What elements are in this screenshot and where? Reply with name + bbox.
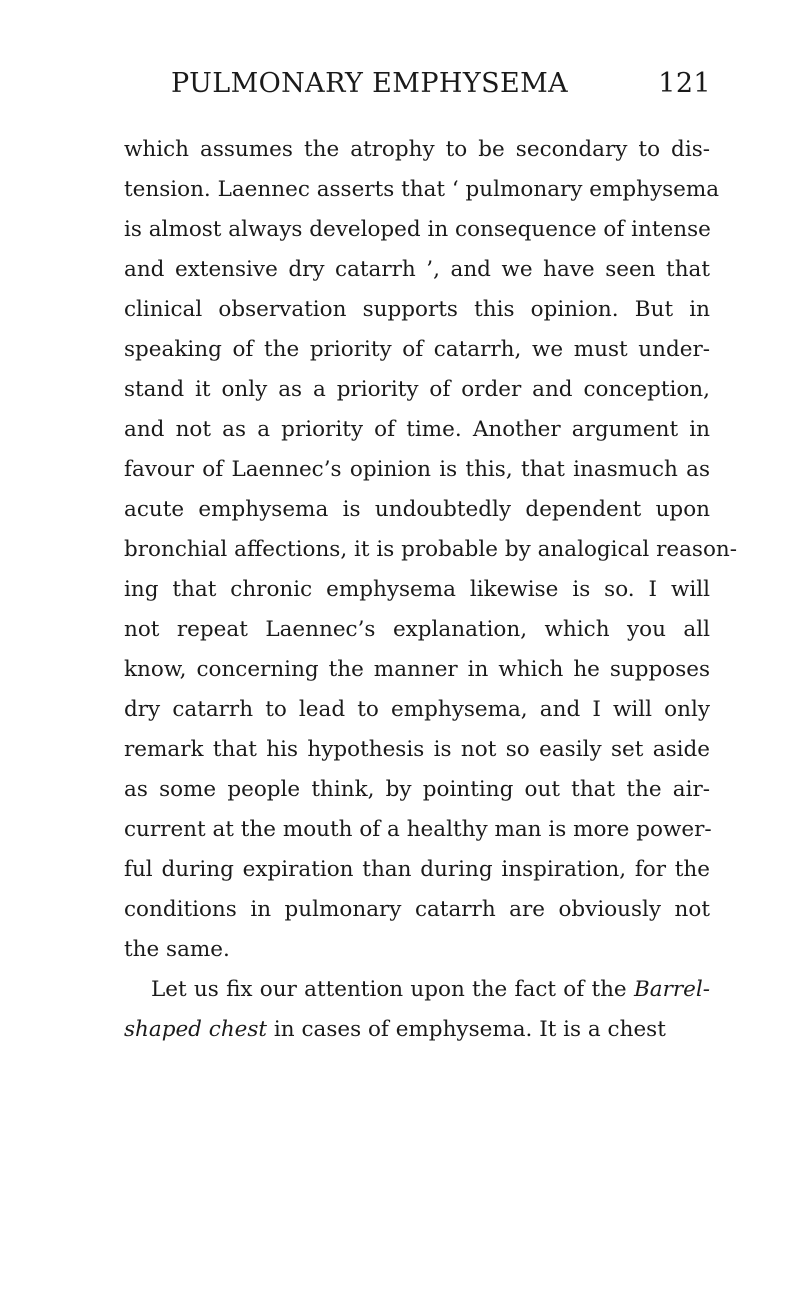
italic-term: Barrel-: [633, 977, 710, 1002]
text-line: and not as a priority of time. Another argument in: [124, 417, 710, 442]
text-line: which assumes the atrophy to be secondary to dis-: [124, 137, 710, 162]
text-run: in cases of emphysema. It is a chest: [273, 1017, 666, 1042]
text-line: clinical observation supports this opinion. But in: [124, 297, 710, 322]
text-line: stand it only as a priority of order and conception,: [124, 377, 710, 402]
text-line: current at the mouth of a healthy man is more power-: [124, 817, 712, 842]
text-line: ful during expiration than during inspiration, for the: [124, 857, 710, 882]
text-line: bronchial affections, it is probable by analogical reason-: [124, 537, 738, 562]
text-line: not repeat Laennec’s explanation, which you all: [124, 617, 710, 642]
paragraph-2-line-1: [124, 970, 710, 1010]
text-line: tension. Laennec asserts that ‘ pulmonary emphysema: [124, 177, 720, 202]
text-line: favour of Laennec’s opinion is this, that inasmuch as: [124, 457, 710, 482]
text-line: the same.: [124, 937, 230, 962]
text-line: speaking of the priority of catarrh, we must under-: [124, 337, 710, 362]
body-text: [124, 130, 738, 1050]
text-run: Let us fix our attention upon the fact of the: [151, 977, 627, 1002]
page-number: 121: [658, 68, 711, 99]
text-line: ing that chronic emphysema likewise is so. I will: [124, 577, 710, 602]
running-title: PULMONARY EMPHYSEMA: [171, 68, 569, 99]
text-line: acute emphysema is undoubtedly dependent upon: [124, 497, 710, 522]
text-line: remark that his hypothesis is not so easily set aside: [124, 737, 710, 762]
text-line: and extensive dry catarrh ’, and we have seen that: [124, 257, 710, 282]
running-head: [171, 68, 711, 102]
text-line: dry catarrh to lead to emphysema, and I will only: [124, 697, 710, 722]
text-line: is almost always developed in consequence of intense: [124, 217, 711, 242]
paragraph-2-line-2: [124, 1010, 710, 1050]
text-line: know, concerning the manner in which he supposes: [124, 657, 710, 682]
italic-term: shaped chest: [124, 1017, 268, 1042]
text-line: conditions in pulmonary catarrh are obviously not: [124, 897, 710, 922]
text-line: as some people think, by pointing out that the air-: [124, 777, 710, 802]
